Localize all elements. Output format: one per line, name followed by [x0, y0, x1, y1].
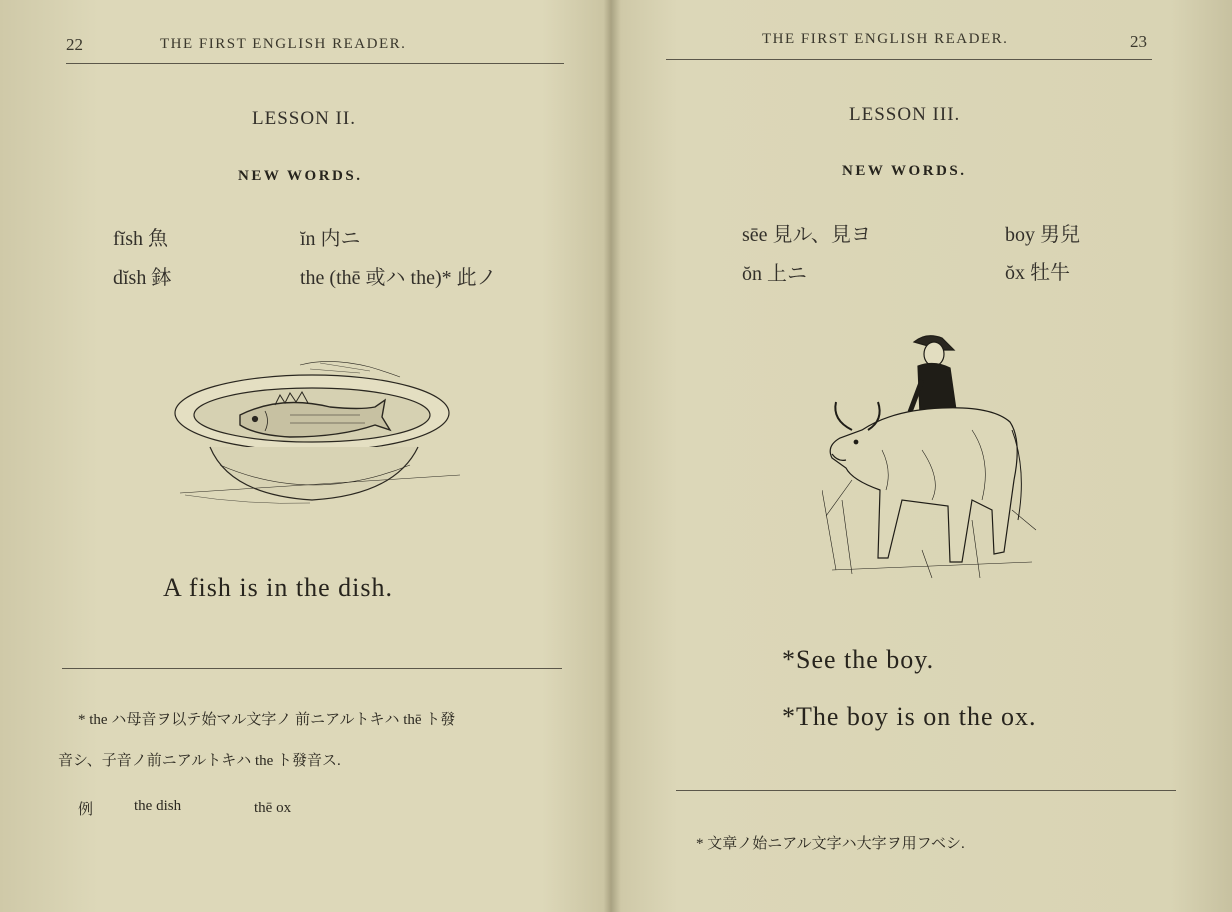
example-2: thē ox: [254, 800, 292, 816]
running-header: THE FIRST ENGLISH READER.: [762, 31, 1009, 47]
header-rule: [66, 63, 564, 64]
lesson-sentence-1: *See the boy.: [782, 645, 935, 674]
new-words-heading: NEW WORDS.: [238, 168, 363, 184]
fish-in-dish-illustration: [170, 355, 460, 515]
new-words-heading: NEW WORDS.: [842, 163, 967, 179]
lesson-title: LESSON II.: [252, 108, 356, 129]
word-ox: ŏx 牡牛: [1005, 262, 1070, 284]
lesson-title: LESSON III.: [849, 104, 961, 125]
word-on: ŏn 上ニ: [742, 263, 807, 285]
footnote: * 文章ノ始ニアル文字ハ大字ヲ用フベシ.: [696, 836, 965, 852]
lesson-sentence-2: *The boy is on the ox.: [782, 702, 1037, 731]
left-page: [0, 0, 608, 912]
footnote-line-2: 音シ、子音ノ前ニアルトキハ the ト發音ス.: [58, 753, 341, 769]
word-in: ĭn 内ニ: [300, 228, 361, 250]
footnote-line-1: * the ハ母音ヲ以テ始マル文字ノ 前ニアルトキハ thē ト發: [78, 712, 456, 728]
header-rule: [666, 59, 1152, 60]
page-number: 23: [1130, 32, 1147, 51]
footnote-rule: [62, 668, 562, 669]
right-page: [616, 0, 1232, 912]
page-number: 22: [66, 35, 83, 54]
word-dish: dĭsh 鉢: [113, 267, 172, 289]
lesson-sentence: A fish is in the dish.: [163, 573, 394, 602]
word-fish: fĭsh 魚: [113, 228, 168, 250]
word-the: the (thē 或ハ the)* 此ノ: [300, 267, 497, 289]
footnote-rule: [676, 790, 1176, 791]
word-see: sēe 見ル、見ヨ: [742, 224, 871, 246]
boy-on-ox-illustration: [822, 330, 1040, 580]
example-label: 例: [78, 802, 94, 818]
example-1: the dish: [134, 798, 182, 814]
running-header: THE FIRST ENGLISH READER.: [160, 36, 407, 52]
word-boy: boy 男兒: [1005, 224, 1080, 246]
